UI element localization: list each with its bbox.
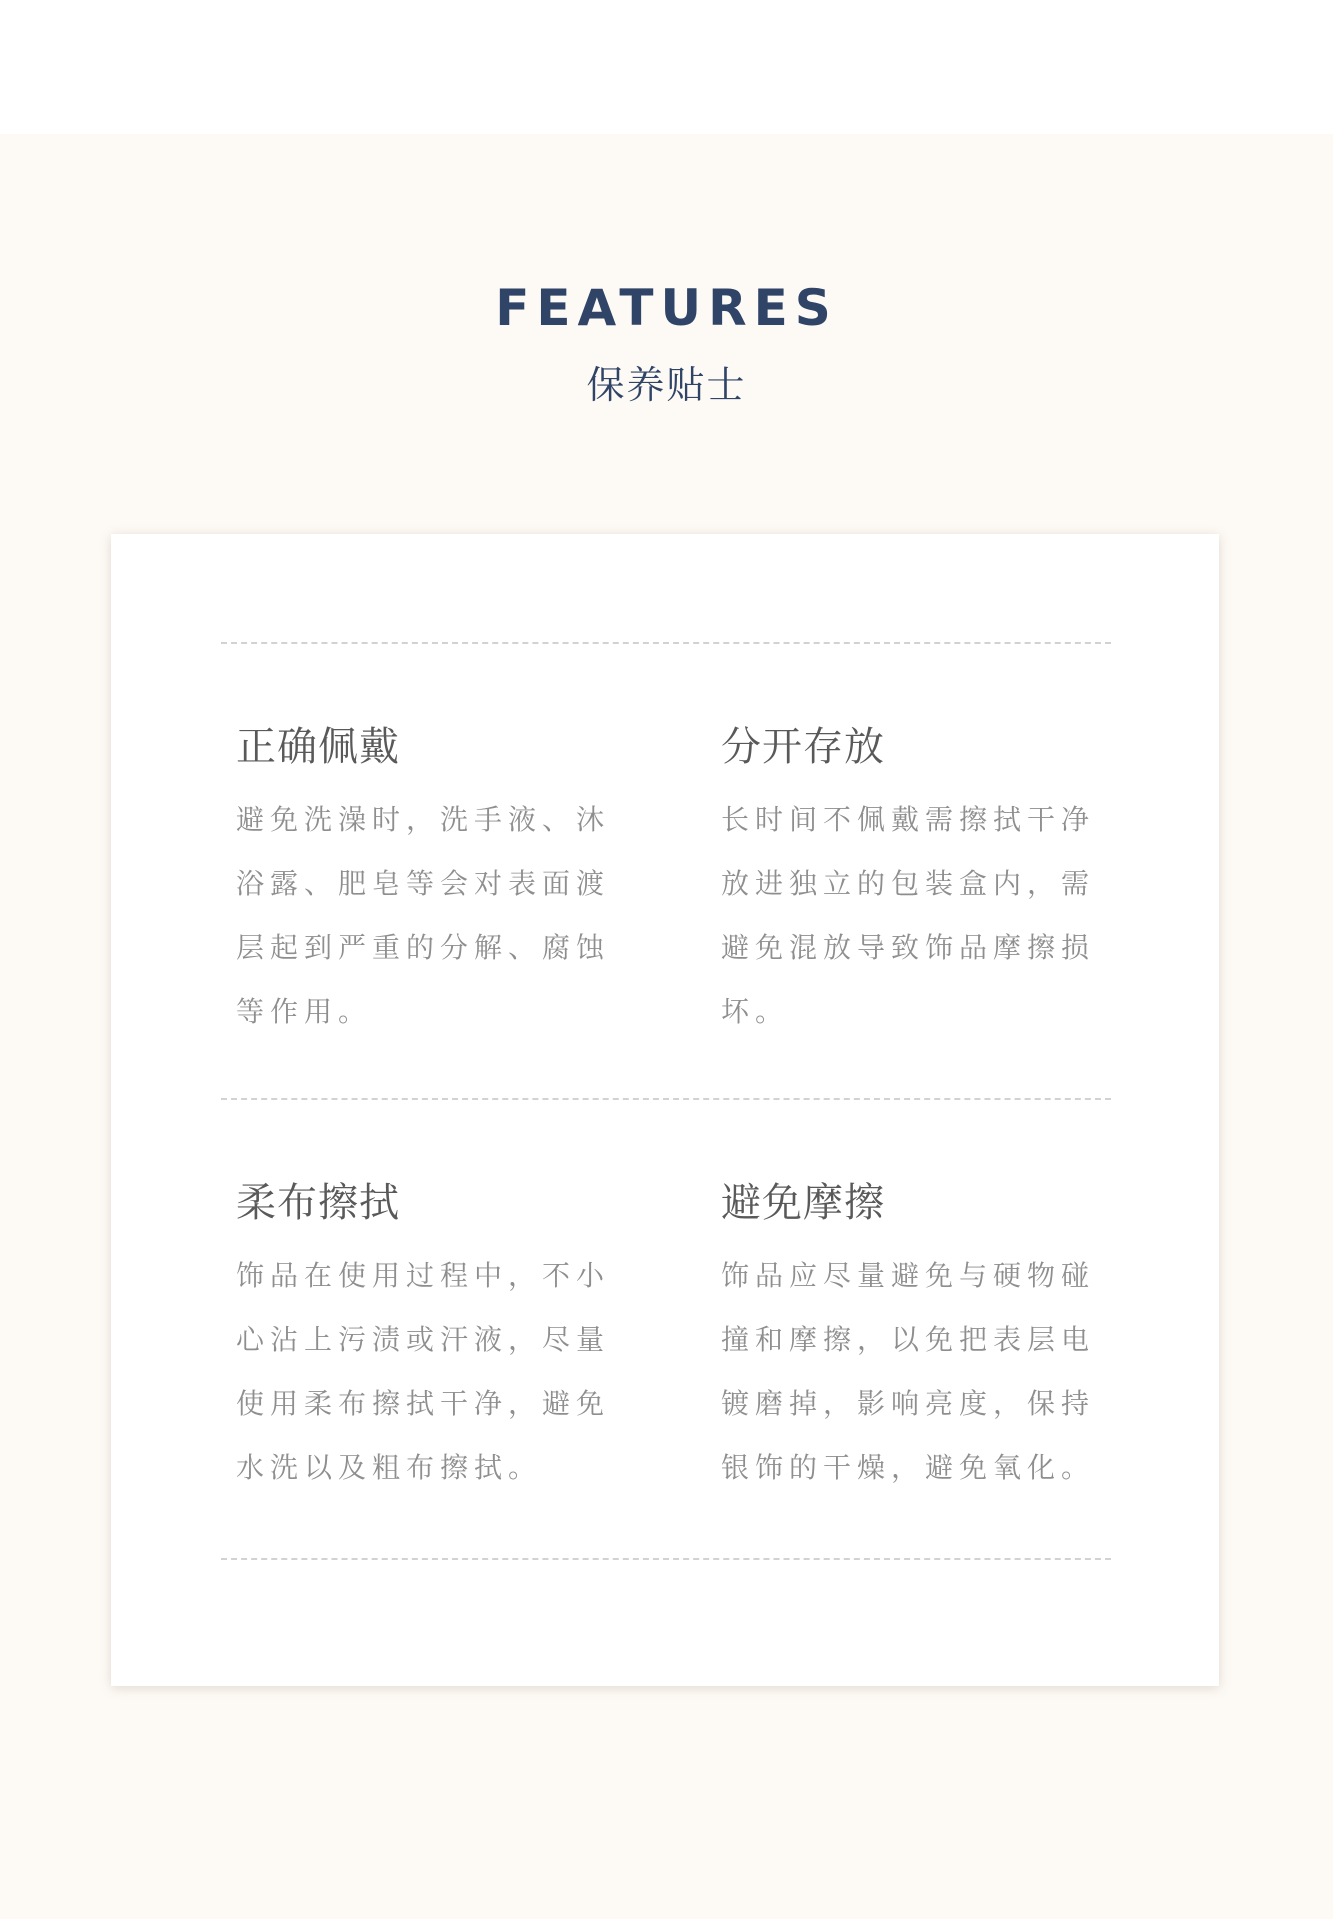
divider-bottom: [221, 1558, 1111, 1560]
care-tips-card: [111, 534, 1219, 1686]
tip-body: 避免洗澡时，洗手液、沐浴露、肥皂等会对表面渡层起到严重的分解、腐蚀等作用。: [236, 803, 611, 1028]
divider-top: [221, 642, 1111, 644]
tip-body: 饰品在使用过程中，不小心沾上污渍或汗液，尽量使用柔布擦拭干净，避免水洗以及粗布擦拭。: [236, 1259, 611, 1484]
tip-body: 长时间不佩戴需擦拭干净放进独立的包装盒内，需避免混放导致饰品摩擦损坏。: [721, 803, 1096, 1028]
tip-soft-cloth: [236, 1178, 636, 1500]
divider-middle: [221, 1098, 1111, 1100]
section-title: FEATURES: [495, 279, 838, 337]
tip-heading: 柔布擦拭: [236, 1180, 400, 1226]
tip-avoid-friction: [721, 1178, 1121, 1500]
tip-store-separately: [721, 722, 1121, 1044]
tip-heading: 避免摩擦: [721, 1180, 885, 1226]
tip-body: 饰品应尽量避免与硬物碰撞和摩擦，以免把表层电镀磨掉，影响亮度，保持银饰的干燥，避免氧化。: [721, 1259, 1096, 1484]
tip-heading: 分开存放: [721, 724, 885, 770]
tip-wear-correctly: [236, 722, 636, 1044]
section-subtitle: 保养贴士: [586, 363, 747, 407]
tip-heading: 正确佩戴: [236, 724, 400, 770]
